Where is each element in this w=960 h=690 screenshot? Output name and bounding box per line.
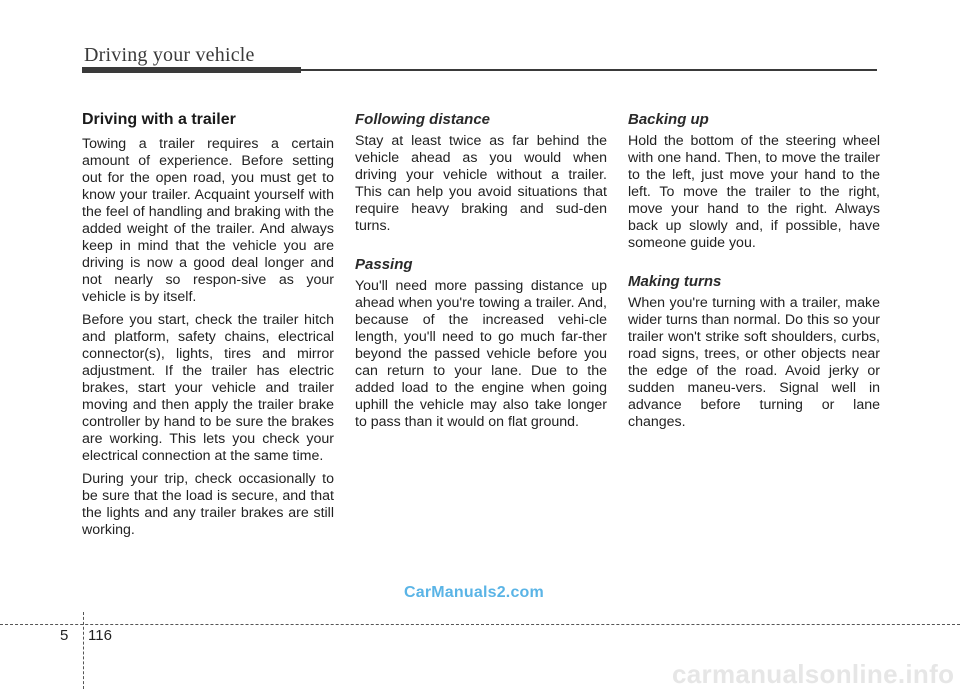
- paragraph-towing-experience: Towing a trailer requires a certain amount of experience. Before setting out for the open road, you must get to know your trailer. Acquaint yourself with the feel of handling and braking with the added weight of the trailer. And always keep in mind that the vehicle you are driving is now a good deal longer and not nearly so respon-sive as your vehicle is by itself.: [82, 136, 334, 305]
- header-rule-thin: [301, 69, 877, 71]
- watermark-carmanuals2[interactable]: CarManuals2.com: [404, 584, 544, 601]
- heading-passing: Passing: [355, 256, 413, 273]
- paragraph-passing: You'll need more passing distance up ahead when you're towing a trailer. And, because of the increased vehi-cle length, you'll need to go much far-ther beyond the passed vehicle before you can return to your lane. Due to the added load to the engine when going uphill the vehicle may also take longer to pass than it would on flat ground.: [355, 278, 607, 430]
- heading-backing-up: Backing up: [628, 111, 709, 128]
- paragraph-before-you-start: Before you start, check the trailer hitch and platform, safety chains, electrical connector(s), lights, tires and mirror adjustment. If the trailer has electric brakes, start your vehicle and trailer moving and then apply the trailer brake controller by hand to be sure the brakes are working. This lets you check your electrical connection at the same time.: [82, 312, 334, 464]
- watermark-carmanualsonline: carmanualsonline.info: [672, 659, 955, 689]
- paragraph-making-turns: When you're turning with a trailer, make wider turns than normal. Do this so your trailer won't strike soft shoulders, curbs, road signs, trees, or other objects near the edge of the road. Avoid jerky or sudden maneu-vers. Signal well in advance before turning or lane changes.: [628, 295, 880, 430]
- footer-divider-horizontal: [0, 624, 960, 625]
- paragraph-during-trip: During your trip, check occasionally to be sure that the load is secure, and that the lights and any trailer brakes are still working.: [82, 471, 334, 538]
- column-1: [82, 110, 334, 545]
- heading-driving-with-trailer: Driving with a trailer: [82, 111, 236, 128]
- header-rule-thick: [82, 67, 301, 73]
- column-2: [355, 110, 607, 437]
- column-3: [628, 110, 880, 437]
- heading-making-turns: Making turns: [628, 273, 722, 290]
- heading-following-distance: Following distance: [355, 111, 491, 128]
- paragraph-backing-up: Hold the bottom of the steering wheel with one hand. Then, to move the trailer to the left, just move your hand to the left. To move the trailer to the right, move your hand to the right. Always back up slowly and, if possible, have someone guide you.: [628, 133, 880, 251]
- page-number: 116: [88, 627, 112, 644]
- paragraph-following-distance: Stay at least twice as far behind the vehicle ahead as you would when driving your vehicle without a trailer. This can help you avoid situations that require heavy braking and sud-den turns.: [355, 133, 607, 234]
- footer-divider-vertical: [83, 612, 84, 689]
- section-title: Driving your vehicle: [84, 44, 255, 66]
- chapter-number: 5: [60, 627, 69, 644]
